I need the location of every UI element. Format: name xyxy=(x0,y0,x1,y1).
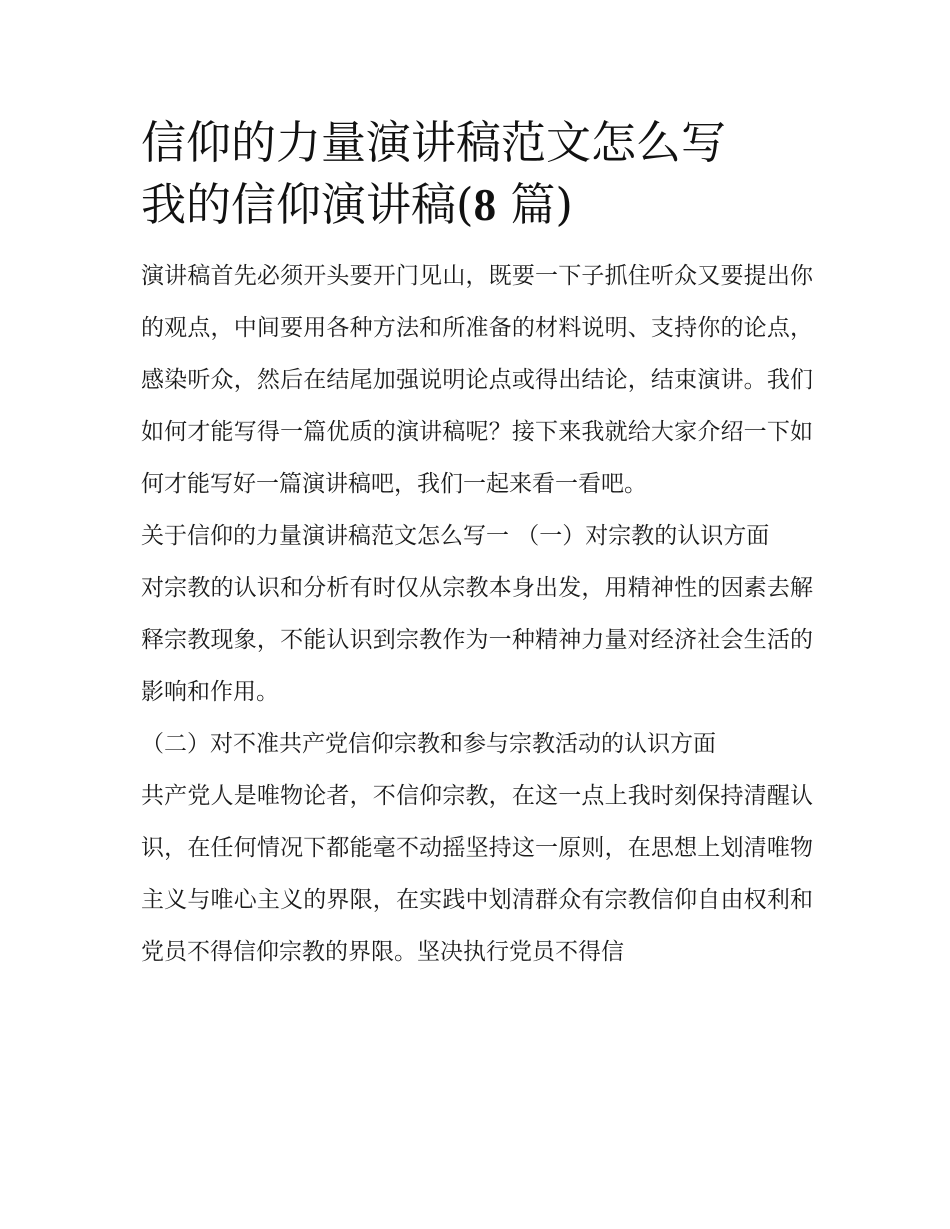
document-title xyxy=(141,112,813,236)
title-line-1: 信仰的力量演讲稿范文怎么写 xyxy=(141,116,727,169)
document-body xyxy=(141,112,813,978)
body-paragraph-1: 对宗教的认识和分析有时仅从宗教本身出发，用精神性的因素去解释宗教现象，不能认识到宗教作为一种精神力量对经济社会生活的影响和作用。 xyxy=(141,575,813,705)
title-count: 8 xyxy=(473,180,497,230)
title-line-2-prefix: 我的信仰演讲稿( xyxy=(141,178,474,231)
section-heading-2: （二）对不准共产党信仰宗教和参与宗教活动的认识方面 xyxy=(141,731,716,757)
intro-paragraph: 演讲稿首先必须开头要开门见山，既要一下子抓住听众又要提出你的观点，中间要用各种方法和所准备的材料说明、支持你的论点，感染听众，然后在结尾加强说明论点或得出结论，结束演讲。我们如何才能写得一篇优质的演讲稿呢？接下来我就给大家介绍一下如何才能写好一篇演讲稿吧，我们一起来看一看吧。 xyxy=(141,263,813,497)
section-heading-1: 关于信仰的力量演讲稿范文怎么写一 （一）对宗教的认识方面 xyxy=(141,523,770,549)
title-line-2-suffix: 篇) xyxy=(496,178,573,231)
body-paragraph-2: 共产党人是唯物论者，不信仰宗教，在这一点上我时刻保持清醒认识，在任何情况下都能毫不动摇坚持这一原则，在思想上划清唯物主义与唯心主义的界限，在实践中划清群众有宗教信仰自由权利和党员不得信仰宗教的界限。坚决执行党员不得信 xyxy=(141,783,813,965)
